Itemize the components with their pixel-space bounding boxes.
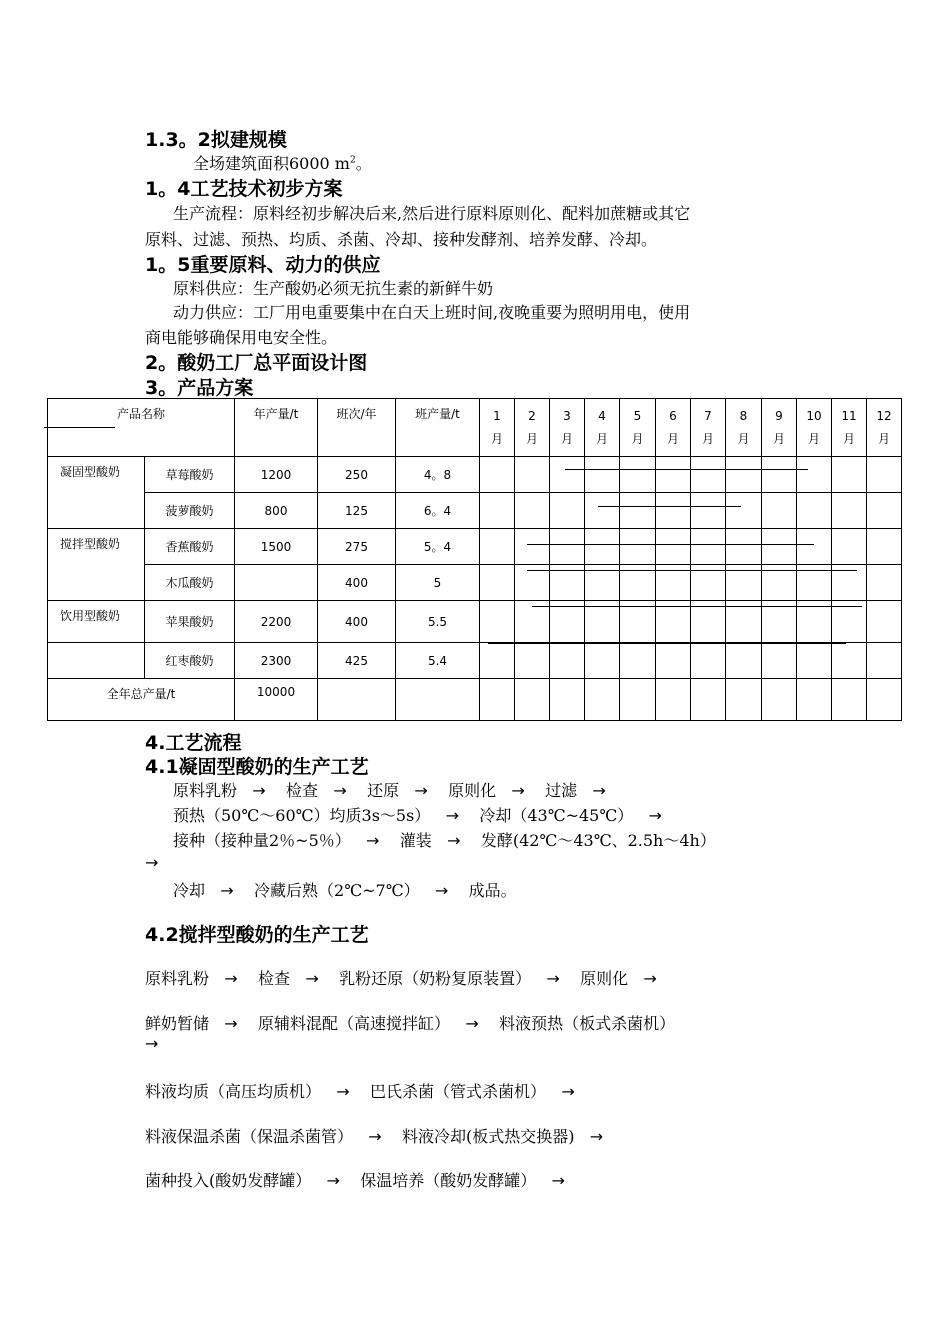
- shifts-per-year: 400: [318, 565, 396, 601]
- supply-text-line1: 原料供应：生产酸奶必须无抗生素的新鲜牛奶: [173, 279, 494, 298]
- flow-4-2-line3: 料液均质（高压均质机） → 巴氏杀菌（管式杀菌机） →: [145, 1082, 575, 1101]
- building-area-text: 全场建筑面积6000 $m^2$。: [193, 154, 372, 173]
- supply-text-line3: 商电能够确保用电安全性。: [145, 328, 338, 347]
- header-month-8: 8 月: [726, 399, 762, 457]
- flow-4-2-line4: 料液保温杀菌（保温杀菌管） → 料液冷却(板式热交换器) →: [145, 1127, 604, 1146]
- output-per-shift: 6。4: [396, 493, 480, 529]
- product-name: 草莓酸奶: [145, 457, 235, 493]
- flow-4-2-line5: 菌种投入(酸奶发酵罐） → 保温培养（酸奶发酵罐） →: [145, 1171, 565, 1190]
- header-month-6: 6 月: [656, 399, 691, 457]
- flow-4-1-wrap-arrow: →: [145, 853, 159, 872]
- header-month-4: 4 月: [585, 399, 620, 457]
- heading-3: 3。产品方案: [145, 377, 254, 399]
- flow-4-1-line2: 预热（50℃～60℃）均质3s～5s） → 冷却（43℃~45℃） →: [173, 806, 662, 825]
- annual-output: 2200: [235, 601, 318, 643]
- output-per-shift: 5: [396, 565, 480, 601]
- heading-1-5: 1。5重要原料、动力的供应: [145, 254, 381, 276]
- header-product-name: 产品名称: [48, 399, 235, 457]
- flow-4-1-line1: 原料乳粉 → 检查 → 还原 → 原则化 → 过滤 →: [173, 781, 606, 800]
- heading-4: 4.工艺流程: [145, 732, 242, 754]
- shifts-per-year: 400: [318, 601, 396, 643]
- schedule-bar-papaya: [527, 570, 857, 571]
- flow-4-1-line3: 接种（接种量2％~5％） → 灌装 → 发酵(42℃～43℃、2.5h～4h）: [173, 831, 716, 850]
- schedule-bar-jujube: [488, 643, 846, 644]
- schedule-bar-apple: [532, 606, 862, 607]
- schedule-bar-strawberry: [565, 469, 808, 470]
- product-name: 木瓜酸奶: [145, 565, 235, 601]
- flow-4-2-wrap-arrow: →: [145, 1034, 159, 1053]
- annual-output: 1500: [235, 529, 318, 565]
- total-value: 10000: [235, 679, 318, 721]
- shifts-per-year: 250: [318, 457, 396, 493]
- output-per-shift: 5.4: [396, 643, 480, 679]
- header-month-1: 1 月: [480, 399, 515, 457]
- heading-1-3-2: 1.3。2拟建规模: [145, 129, 287, 151]
- heading-1-4: 1。4工艺技术初步方案: [145, 178, 343, 200]
- supply-text-line2: 动力供应：工厂用电重要集中在白天上班时间,夜晚重要为照明用电，使用: [173, 303, 691, 322]
- header-month-11: 11 月: [832, 399, 867, 457]
- output-per-shift: 5。4: [396, 529, 480, 565]
- header-shifts: 班次/年: [318, 399, 396, 457]
- flow-4-1-line4: 冷却 → 冷藏后熟（2℃~7℃） → 成品。: [173, 881, 517, 900]
- heading-4-2: 4.2搅拌型酸奶的生产工艺: [145, 924, 369, 946]
- shifts-per-year: 425: [318, 643, 396, 679]
- header-month-10: 10 月: [797, 399, 832, 457]
- header-month-3: 3 月: [550, 399, 585, 457]
- header-month-2: 2 月: [515, 399, 550, 457]
- process-text-line2: 原料、过滤、预热、均质、杀菌、冷却、接种发酵剂、培养发酵、冷却。: [145, 230, 658, 249]
- header-dash-line: [44, 427, 115, 428]
- group-empty: [48, 643, 145, 679]
- schedule-bar-pineapple: [598, 506, 741, 507]
- annual-output: 1200: [235, 457, 318, 493]
- output-per-shift: 5.5: [396, 601, 480, 643]
- schedule-bar-banana: [527, 544, 814, 545]
- product-name: 苹果酸奶: [145, 601, 235, 643]
- header-month-9: 9 月: [762, 399, 797, 457]
- heading-4-1: 4.1凝固型酸奶的生产工艺: [145, 756, 369, 778]
- annual-output: 2300: [235, 643, 318, 679]
- header-month-7: 7 月: [691, 399, 726, 457]
- product-name: 红枣酸奶: [145, 643, 235, 679]
- header-month-5: 5 月: [620, 399, 656, 457]
- header-month-12: 12 月: [867, 399, 902, 457]
- group-drinking-yogurt: 饮用型酸奶: [48, 601, 145, 643]
- annual-output: 800: [235, 493, 318, 529]
- output-per-shift: 4。8: [396, 457, 480, 493]
- header-annual-output: 年产量/t: [235, 399, 318, 457]
- flow-4-2-line1: 原料乳粉 → 检查 → 乳粉还原（奶粉复原装置） → 原则化 →: [145, 969, 657, 988]
- heading-2: 2。酸奶工厂总平面设计图: [145, 352, 368, 374]
- product-name: 香蕉酸奶: [145, 529, 235, 565]
- total-label: 全年总产量/t: [48, 679, 235, 721]
- process-text-line1: 生产流程：原料经初步解决后来,然后进行原料原则化、配料加蔗糖或其它: [173, 204, 691, 223]
- product-plan-table: [47, 398, 902, 721]
- header-per-shift: 班产量/t: [396, 399, 480, 457]
- flow-4-2-line2: 鲜奶暂储 → 原辅料混配（高速搅拌缸） → 料液预热（板式杀菌机）: [145, 1014, 676, 1033]
- group-stirred-yogurt: 搅拌型酸奶: [48, 529, 145, 601]
- product-name: 菠萝酸奶: [145, 493, 235, 529]
- shifts-per-year: 125: [318, 493, 396, 529]
- annual-output: [235, 565, 318, 601]
- shifts-per-year: 275: [318, 529, 396, 565]
- group-set-yogurt: 凝固型酸奶: [48, 457, 145, 529]
